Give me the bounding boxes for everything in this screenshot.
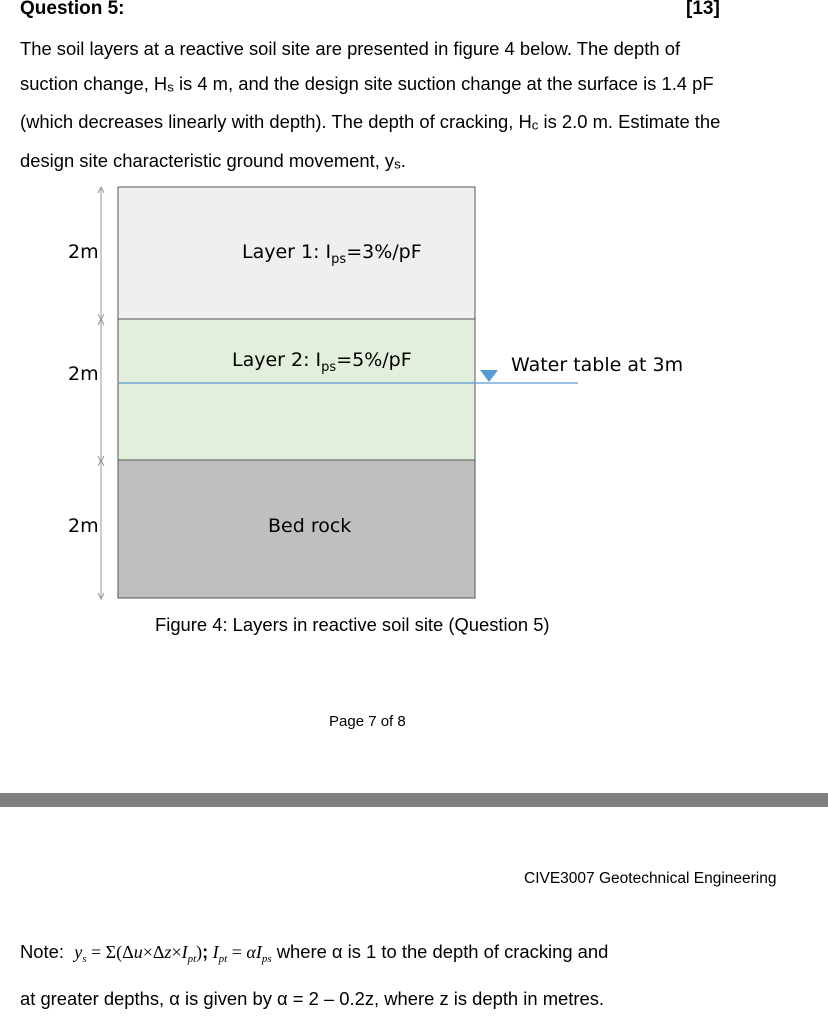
layer1-label: Layer 1: $I_{ps}=3\%/pF$ (242, 241, 422, 267)
note-line-1: Note: $y_s = \Sigma(\Delta u\times\Delta z\times I_{pt})$; $I_{pt} = \alpha I_{ps}$ where α is 1 to the depth of cracking and (20, 941, 609, 965)
water-table-icon (480, 370, 498, 382)
depth-label-1: 2m (68, 241, 99, 263)
course-header: CIVE3007 Geotechnical Engineering (524, 870, 777, 887)
depth-dimension-line (98, 187, 104, 599)
depth-label-2: 2m (68, 363, 99, 385)
bedrock-label: Bed rock (268, 515, 352, 537)
layer2-label: Layer 2: $I_{ps}=5\%/pF$ (232, 349, 412, 375)
water-table-label: Water table at 3m (511, 354, 684, 376)
note-line-2: at greater depths, α is given by α = 2 – 0.2z, where z is depth in metres. (20, 988, 605, 1009)
formula: $y_s = \Sigma(\Delta u\times\Delta z\times I_{pt})$; $I_{pt} = \alpha I_{ps}$ (74, 942, 272, 965)
question-text: The soil layers at a reactive soil site are presented in figure 4 below. The depth of suction change, Hs is 4 m, and the design site suction change at the surface is 1.4 pF (which decreases linearly with depth). The depth of cracking, Hc is 2.0 m. Estimate the design site characteristic ground movement, ys. (20, 38, 721, 171)
question-marks: [13] (686, 0, 720, 19)
page-number: Page 7 of 8 (329, 713, 406, 730)
depth-label-3: 2m (68, 515, 99, 537)
page-separator (0, 793, 828, 807)
figure-caption: Figure 4: Layers in reactive soil site (Question 5) (155, 614, 550, 635)
layer2-rect (118, 319, 475, 460)
question-title: Question 5: (20, 0, 125, 19)
